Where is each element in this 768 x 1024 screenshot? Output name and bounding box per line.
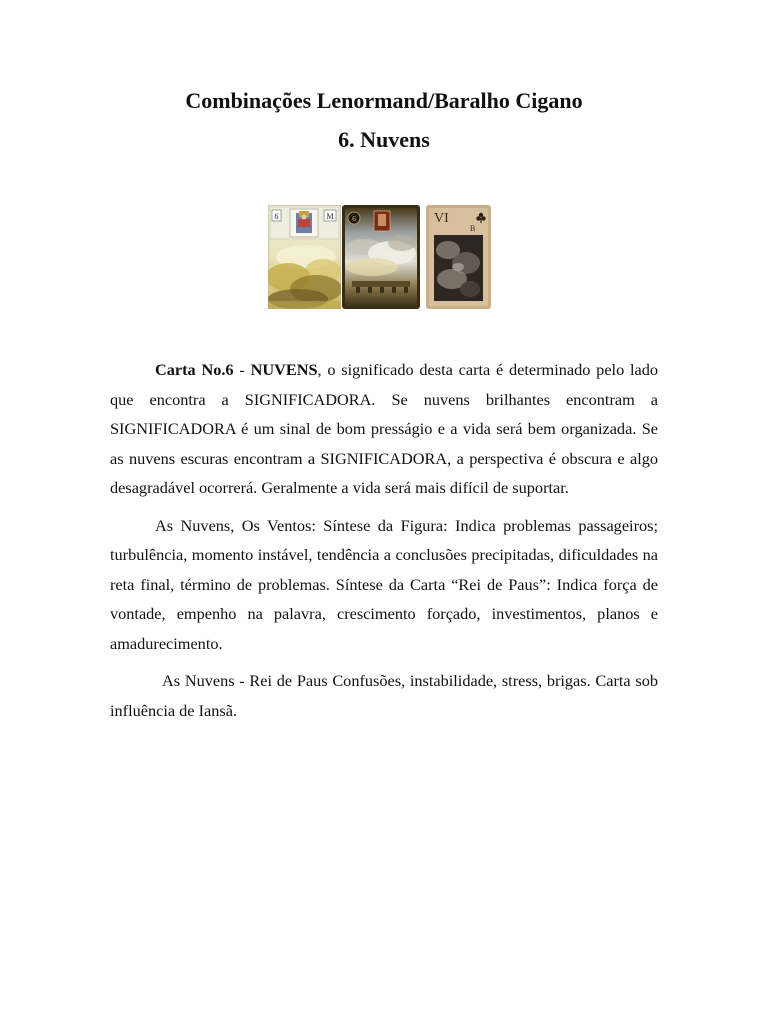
document-body <box>110 355 658 733</box>
document-subtitle: 6. Nuvens <box>338 127 430 152</box>
cigano-card-image <box>342 205 420 309</box>
card-images <box>268 205 494 309</box>
card-number-bold: Carta No.6 <box>155 360 234 379</box>
card-name-bold: NUVENS <box>250 360 318 379</box>
paragraph-synthesis: As Nuvens, Os Ventos: Síntese da Figura: Indica problemas passageiros; turbulência, momento instável, tendência a conclusões precipitadas, dificuldades na reta final, término de problemas. Síntese da Carta “Rei de Paus”: Indica força de vontade, empenho na palavra, crescimento forçado, investimentos, planos e amadurecimento. <box>110 515 658 653</box>
paragraph-combination: As Nuvens - Rei de Paus Confusões, instabilidade, stress, brigas. Carta sob influência de Iansã. <box>110 671 658 720</box>
card-number-label: 6 <box>274 212 279 221</box>
antique-card-image <box>426 205 491 309</box>
card-letter-label: B <box>470 224 476 233</box>
paragraph-card-meaning <box>110 355 658 503</box>
document-title: Combinações Lenormand/Baralho Cigano <box>185 88 583 113</box>
card-roman-numeral: VI <box>434 211 449 226</box>
card-letter-label: M <box>326 212 334 221</box>
card-number-label: 6 <box>352 215 356 223</box>
lenormand-card-image <box>268 205 341 309</box>
paragraph-text: , o significado desta carta é determinado pelo lado que encontra a SIGNIFICADORA. Se nuvens brilhantes encontram a SIGNIFICADORA é um sinal de bom presságio e a vida será bem organizada. Se as nuvens escuras encontram a SIGNIFICADORA, a perspectiva é obscura e algo desagradável ocorrerá. Geralmente a vida será mais difícil de suportar. <box>110 360 659 497</box>
separator-text: - <box>233 360 251 379</box>
